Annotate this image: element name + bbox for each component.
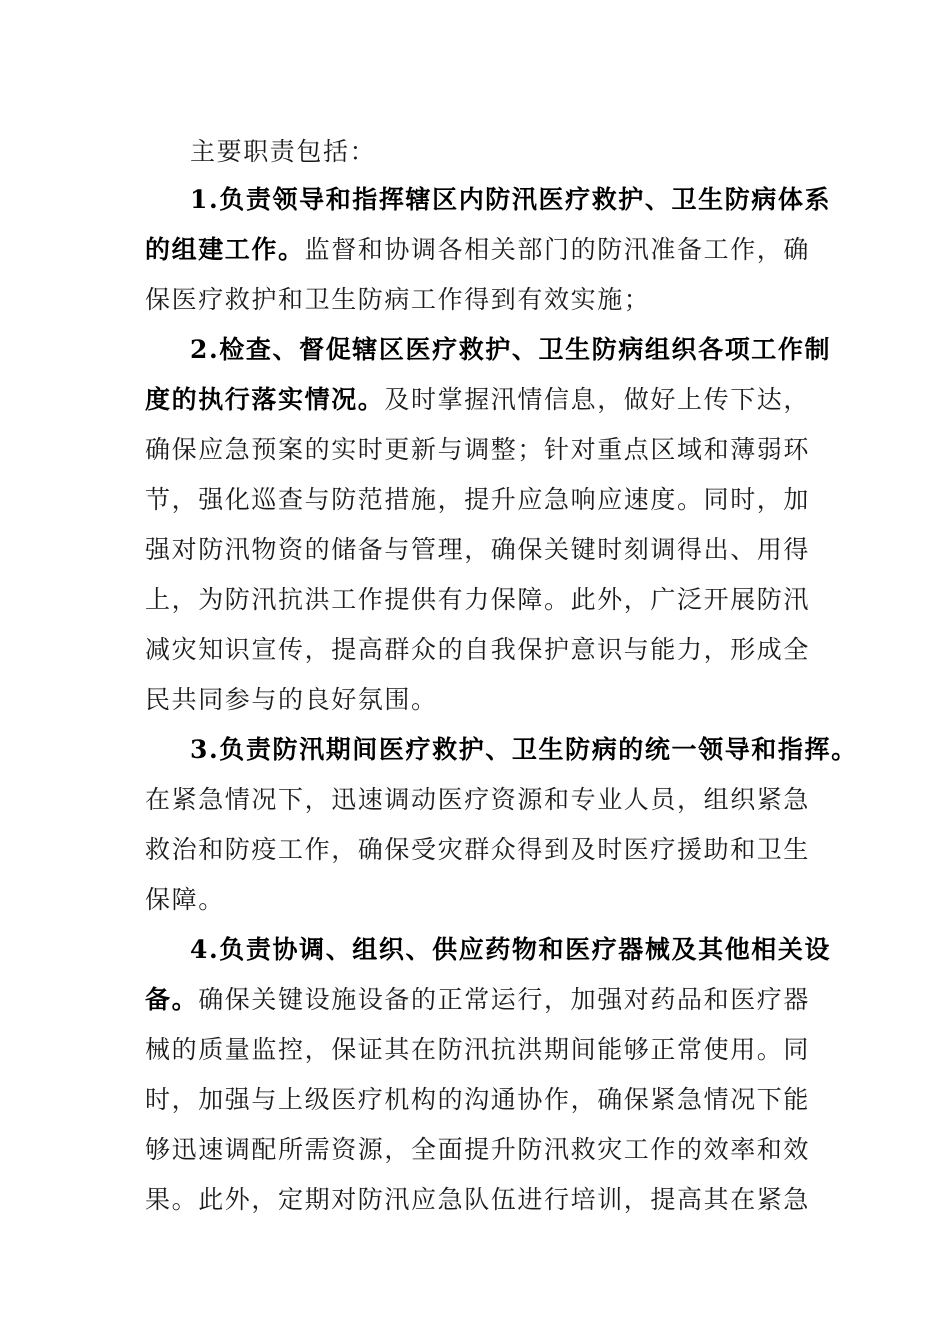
- intro-text: 主要职责包括：: [190, 137, 377, 166]
- item-2-body-line-1: 确保应急预案的实时更新与调整；针对重点区域和薄弱环: [145, 435, 811, 464]
- item-2-mixed-line: [145, 380, 810, 420]
- item-2-body-line-4: 上，为防汛抗洪工作提供有力保障。此外，广泛开展防汛: [145, 585, 811, 614]
- item-4-body-line-1: 械的质量监控，保证其在防汛抗洪期间能够正常使用。同: [145, 1035, 811, 1064]
- item-1-body-line-1: 保医疗救护和卫生防病工作得到有效实施；: [145, 285, 651, 314]
- item-3-heading-line-1: 3.负责防汛期间医疗救护、卫生防病的统一领导和指挥。: [190, 735, 858, 764]
- item-4-heading-line-1: 4.负责协调、组织、供应药物和医疗器械及其他相关设: [190, 935, 832, 964]
- item-2-body-line-2: 节，强化巡查与防范措施，提升应急响应速度。同时，加: [145, 485, 811, 514]
- item-4-body-line-3: 够迅速调配所需资源，全面提升防汛救灾工作的效率和效: [145, 1135, 811, 1164]
- item-3-body-line-3: 保障。: [145, 885, 225, 914]
- item-1-body-first: 监督和协调各相关部门的防汛准备工作，确: [304, 235, 811, 264]
- item-4-mixed-line: [145, 980, 810, 1020]
- item-2-body-line-3: 强对防汛物资的储备与管理，确保关键时刻调得出、用得: [145, 535, 811, 564]
- item-4-body-first: 确保关键设施设备的正常运行，加强对药品和医疗器: [198, 985, 811, 1014]
- item-4-body-line-2: 时，加强与上级医疗机构的沟通协作，确保紧急情况下能: [145, 1085, 811, 1114]
- item-3-body-line-1: 在紧急情况下，迅速调动医疗资源和专业人员，组织紧急: [145, 785, 811, 814]
- item-2-body-first: 及时掌握汛情信息，做好上传下达，: [384, 385, 811, 414]
- item-2-body-line-6: 民共同参与的良好氛围。: [145, 685, 438, 714]
- item-2-heading-line-1: 2.检查、督促辖区医疗救护、卫生防病组织各项工作制: [190, 335, 832, 364]
- item-4-heading-line-2: 备。: [145, 985, 199, 1014]
- item-3-body-line-2: 救治和防疫工作，确保受灾群众得到及时医疗援助和卫生: [145, 835, 811, 864]
- item-1-heading-line-2: 的组建工作。: [145, 235, 305, 264]
- item-2-heading-line-2: 度的执行落实情况。: [145, 385, 385, 414]
- item-4-body-line-4: 果。此外，定期对防汛应急队伍进行培训，提高其在紧急: [145, 1185, 811, 1214]
- item-2-body-line-5: 减灾知识宣传，提高群众的自我保护意识与能力，形成全: [145, 635, 811, 664]
- item-1-mixed-line: [145, 230, 810, 270]
- item-1-heading-line-1: 1.负责领导和指挥辖区内防汛医疗救护、卫生防病体系: [190, 185, 832, 214]
